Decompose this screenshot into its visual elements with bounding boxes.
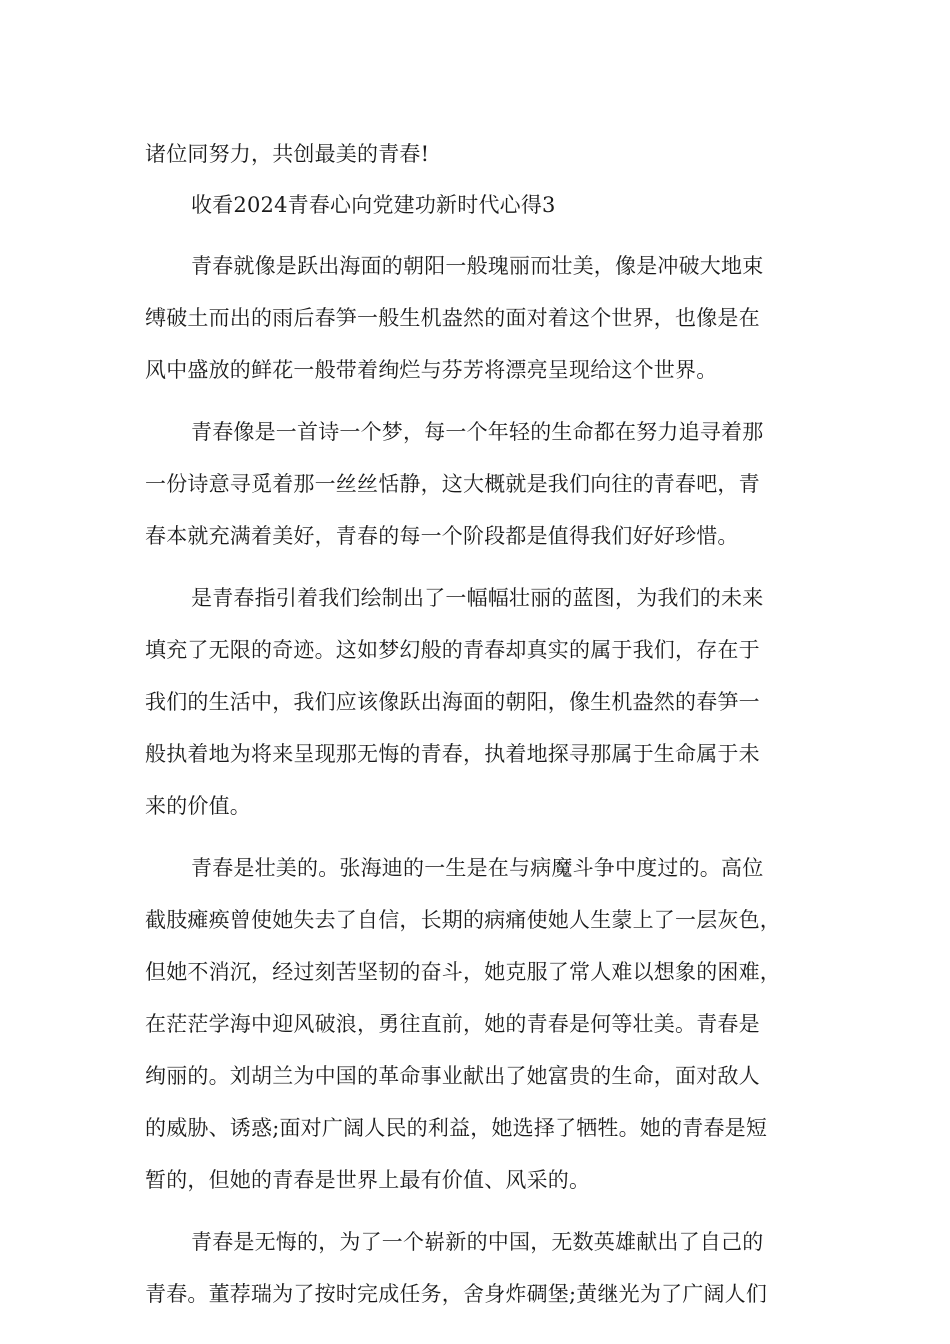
paragraph-line: 缚破土而出的雨后春笋一般生机盎然的面对着这个世界，也像是在: [145, 306, 760, 330]
paragraph-line: 但她不消沉，经过刻苦坚韧的奋斗，她克服了常人难以想象的困难，: [145, 960, 781, 984]
paragraph-4: [145, 842, 821, 1206]
paragraph-line: 在茫茫学海中迎风破浪，勇往直前，她的青春是何等壮美。青春是: [145, 1012, 760, 1036]
paragraph-2: [145, 406, 821, 562]
paragraph-line: 青春就像是跃出海面的朝阳一般瑰丽而壮美，像是冲破大地束: [191, 254, 764, 278]
paragraph-line: 填充了无限的奇迹。这如梦幻般的青春却真实的属于我们，存在于: [145, 638, 760, 662]
document-body: [145, 128, 821, 1320]
paragraph-line: 青春是无悔的，为了一个崭新的中国，无数英雄献出了自己的: [191, 1230, 764, 1254]
closing-line: 诸位同努力，共创最美的青春!: [145, 142, 430, 166]
paragraph-5: [145, 1216, 821, 1320]
paragraph-line: 的威胁、诱惑;面对广阔人民的利益，她选择了牺牲。她的青春是短: [145, 1116, 768, 1140]
paragraph-line: 青春是壮美的。张海迪的一生是在与病魔斗争中度过的。高位: [191, 856, 764, 880]
paragraph-line: 风中盛放的鲜花一般带着绚烂与芬芳将漂亮呈现给这个世界。: [145, 358, 718, 382]
paragraph-3: [145, 572, 821, 832]
paragraph-line: 般执着地为将来呈现那无悔的青春，执着地探寻那属于生命属于未: [145, 742, 760, 766]
paragraph-line: 截肢瘫痪曾使她失去了自信，长期的病痛使她人生蒙上了一层灰色，: [145, 908, 781, 932]
paragraph-line: 来的价值。: [145, 794, 251, 818]
paragraph-1: [145, 240, 821, 396]
paragraph-line: 我们的生活中，我们应该像跃出海面的朝阳，像生机盎然的春笋一: [145, 690, 760, 714]
paragraph-line: 青春像是一首诗一个梦，每一个年轻的生命都在努力追寻着那: [191, 420, 764, 444]
paragraph-line: 青春。董荐瑞为了按时完成任务，舍身炸碉堡;黄继光为了广阔人们: [145, 1282, 768, 1306]
paragraph-line: 春本就充满着美好，青春的每一个阶段都是值得我们好好珍惜。: [145, 524, 739, 548]
section-title: 收看2024青春心向党建功新时代心得3: [191, 193, 556, 217]
paragraph-line: 暂的，但她的青春是世界上最有价值、风采的。: [145, 1168, 591, 1192]
paragraph-line: 一份诗意寻觅着那一丝丝恬静，这大概就是我们向往的青春吧，青: [145, 472, 760, 496]
paragraph-line: 绚丽的。刘胡兰为中国的革命事业献出了她富贵的生命，面对敌人: [145, 1064, 760, 1088]
paragraph-line: 是青春指引着我们绘制出了一幅幅壮丽的蓝图，为我们的未来: [191, 586, 764, 610]
